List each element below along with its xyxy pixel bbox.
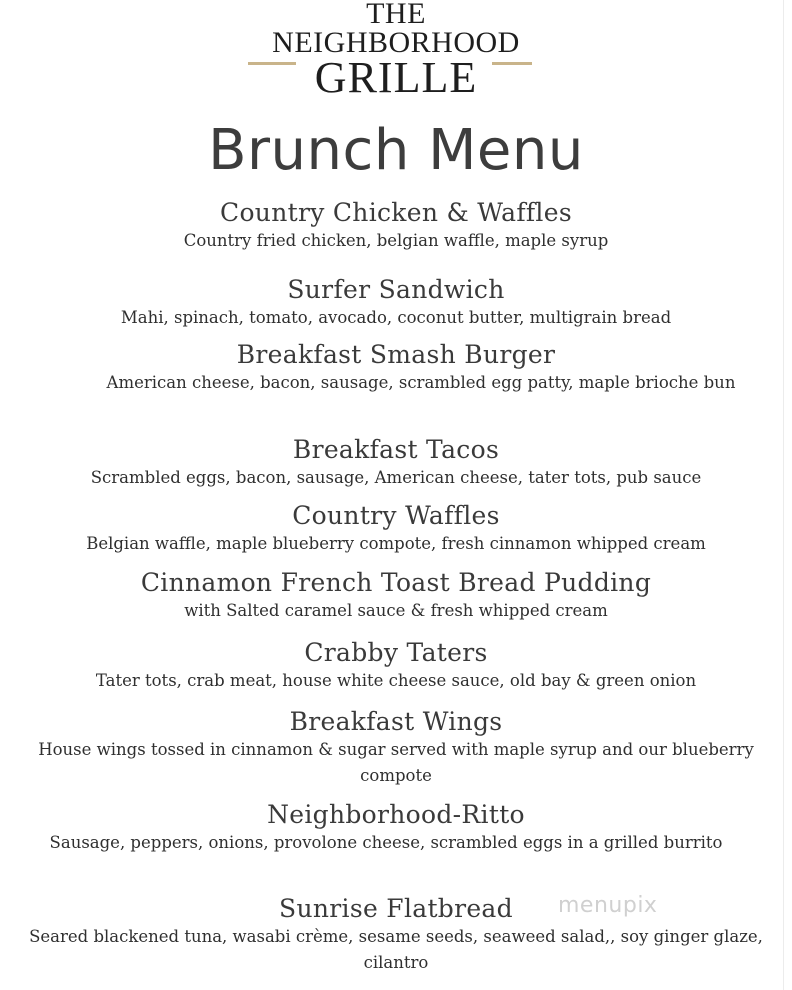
menu-item	[0, 275, 792, 331]
menu-item-name: Cinnamon French Toast Bread Pudding	[140, 568, 652, 597]
menu-item-description: Tater tots, crab meat, house white cheese sauce, old bay & green onion	[95, 671, 697, 690]
menu-item-description: Country fried chicken, belgian waffle, maple syrup	[183, 231, 609, 250]
menu-item-name: Country Chicken & Waffles	[220, 198, 572, 227]
menu-item-description: Sausage, peppers, onions, provolone cheese, scrambled eggs in a grilled burrito	[49, 833, 723, 852]
menu-item	[0, 894, 792, 976]
menu-item-description: Belgian waffle, maple blueberry compote, fresh cinnamon whipped cream	[86, 534, 706, 553]
menu-item-description: House wings tossed in cinnamon & sugar served with maple syrup and our blueberry compote	[38, 740, 754, 785]
menu-item	[0, 340, 792, 396]
restaurant-logo	[0, 0, 792, 100]
menu-item	[0, 435, 792, 491]
menu-item-name: Sunrise Flatbread	[279, 894, 513, 923]
logo-line-the: THE	[366, 0, 426, 30]
menu-item-description: Mahi, spinach, tomato, avocado, coconut butter, multigrain bread	[120, 308, 672, 327]
menu-item-name: Neighborhood-Ritto	[267, 800, 525, 829]
menu-item-name: Country Waffles	[292, 501, 500, 530]
menu-item-description: Seared blackened tuna, wasabi crème, sesame seeds, seaweed salad,, soy ginger glaze, cilantro	[29, 927, 763, 972]
menu-item-name: Breakfast Smash Burger	[236, 340, 556, 369]
menu-item-description: with Salted caramel sauce & fresh whipped cream	[184, 601, 608, 620]
watermark: menupix	[558, 893, 658, 918]
menu-title: Brunch Menu	[208, 118, 584, 183]
menu-item	[0, 707, 792, 789]
menu-item-name: Breakfast Wings	[289, 707, 503, 736]
menu-item-description: American cheese, bacon, sausage, scrambled egg patty, maple brioche bun	[106, 373, 736, 392]
logo-line-neighborhood: NEIGHBORHOOD	[272, 26, 520, 59]
logo-line-grille: GRILLE	[314, 53, 478, 102]
menu-item-name: Breakfast Tacos	[292, 435, 500, 464]
menu-item	[0, 501, 792, 557]
menu-item	[0, 568, 792, 624]
menu-item-description: Scrambled eggs, bacon, sausage, American cheese, tater tots, pub sauce	[90, 468, 702, 487]
menu-item	[0, 638, 792, 694]
menu-item	[0, 198, 792, 254]
menu-item-name: Crabby Taters	[304, 638, 488, 667]
menu-item	[0, 800, 792, 856]
menu-item-name: Surfer Sandwich	[287, 275, 505, 304]
